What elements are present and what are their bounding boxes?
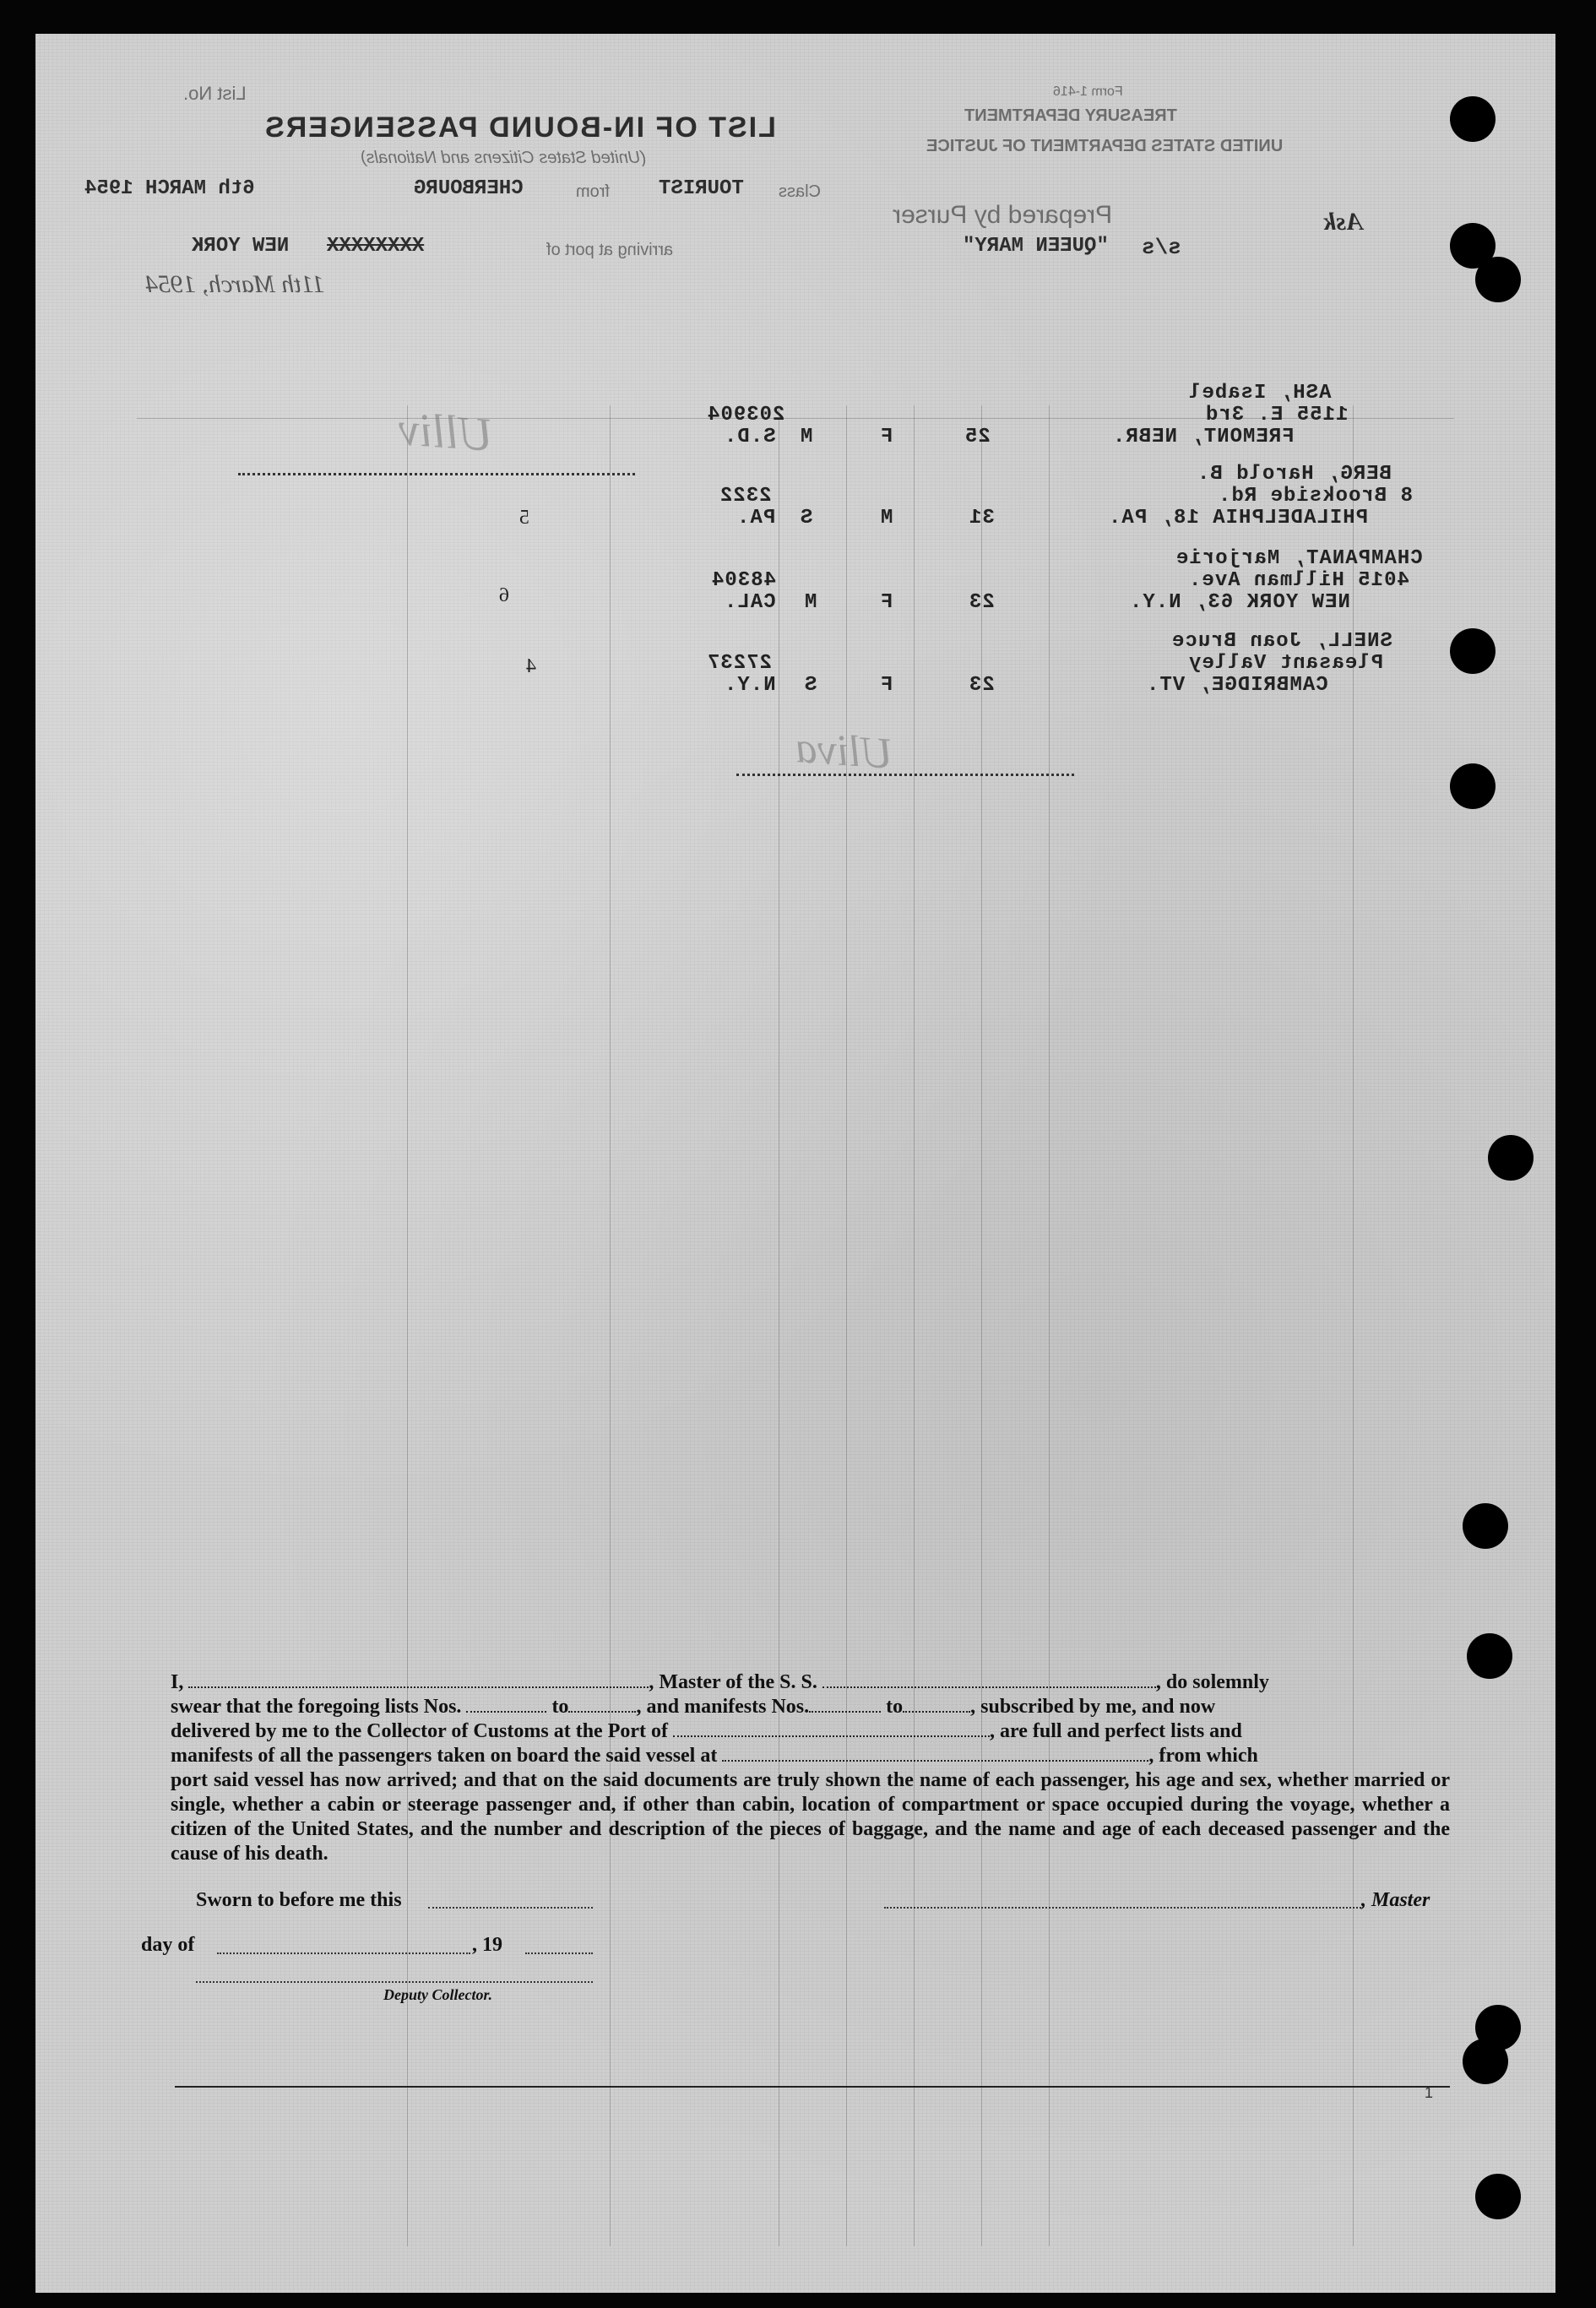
punch-hole [1450,96,1496,142]
oath-text: to [886,1696,904,1718]
oath-text: port said vessel has now arrived; and that on the said documents are truly shown the name of each passenger, his age and sex, whether married or single, whether a cabin or steerage passenger and, if other than cabin, location of compartment or space occupied during the voyage, whether a citizen of the United States, and the number and description of the pieces of baggage, and the name and age of each deceased passenger and the cause of his death. [171,1769,1450,1865]
master-signature-blank [884,1907,1361,1909]
crossed-port: XXXXXXXX [327,235,425,258]
day-label: day of [141,1934,195,1956]
from-label: from [576,182,610,201]
row-number: 5 [518,507,529,529]
deputy-label: Deputy Collector. [383,1986,492,2003]
punch-hole [1467,1633,1512,1679]
row-number: 6 [498,584,509,606]
manifest-to-blank [903,1696,970,1713]
oath-text: swear that the foregoing lists Nos. [171,1696,462,1718]
sworn-label: Sworn to before me this [196,1889,402,1911]
passenger-sex: F [880,591,893,614]
embark-port-blank [722,1745,1148,1762]
passenger-address: 4015 Hillman Ave. [1188,569,1409,592]
punch-hole [1450,628,1496,674]
master-name-blank [188,1671,649,1688]
manifest-sheet [35,34,1555,2293]
punch-hole [1475,257,1521,302]
passenger-age: 23 [969,674,995,697]
passenger-marital: S [804,674,817,697]
column-rule [1049,405,1050,2246]
passenger-age: 31 [969,507,995,529]
bottom-rule [175,2086,1450,2088]
sworn-date-blank [428,1907,593,1909]
passenger-sex: M [880,507,893,529]
passenger-name: BERG, Harold B. [1197,463,1392,486]
port-blank [673,1720,990,1737]
list-no-label: List No. [183,83,247,104]
passenger-name: SNELL, Joan Bruce [1171,630,1392,653]
row-number: 4 [525,655,536,677]
year-label: , 19 [472,1934,502,1956]
punch-hole [1463,1503,1508,1549]
column-rule [1353,405,1354,2246]
passenger-marital: M [800,426,813,448]
column-rule [610,405,611,2246]
year-blank [525,1952,593,1954]
passenger-ref: 2322 [719,485,772,508]
passenger-citizenship: N.Y. [724,674,776,697]
passenger-ref: 27237 [707,652,773,675]
column-rule [846,405,847,2246]
oath-text: , subscribed by me, and now [970,1696,1216,1718]
stamp-ghost: Uliva [794,724,895,779]
vessel-prefix: s/s [1142,235,1181,260]
passenger-name: CHAMPANAT, Marjorie [1175,547,1423,570]
passenger-sex: F [880,674,893,697]
department-bottom: UNITED STATES DEPARTMENT OF JUSTICE [926,137,1284,155]
punch-hole [1450,763,1496,809]
passenger-city: FREMONT, NEBR. [1112,426,1295,448]
passenger-city: NEW YORK 63, N.Y. [1129,591,1350,614]
form-label: Form 1-416 [1053,84,1123,99]
passenger-age: 23 [969,591,995,614]
list-to-blank [568,1696,636,1713]
passenger-marital: S [800,507,813,529]
date-value: 6th MARCH 1954 [84,177,255,200]
passenger-citizenship: CAL. [724,591,776,614]
port-value: NEW YORK [192,235,290,258]
passenger-city: CAMBRIDGE, VT. [1146,674,1328,697]
class-label: Class [779,182,822,201]
stamp-ghost: Ulliv [396,403,496,462]
passenger-age: 25 [964,426,991,448]
deputy-signature-blank [196,1981,593,1983]
handwritten-initial: Ask [1323,208,1363,236]
margin-mark: 1 [1425,2084,1434,2101]
passenger-name: ASH, Isabel [1188,382,1332,405]
list-subtitle: (United States Citizens and Nationals) [361,149,646,167]
prepared-by: Prepared by Purser [893,201,1113,229]
passenger-ref: 203904 [707,404,785,426]
day-blank [217,1952,470,1954]
oath-text: , do solemnly [1155,1671,1269,1693]
dotted-line [238,473,635,475]
passenger-address: 8 Brookside Rd. [1218,485,1414,508]
master-label: , Master [1361,1889,1430,1911]
arrival-date-handwritten: 11th March, 1954 [145,270,325,298]
oath-text: manifests of all the passengers taken on board the said vessel at [171,1745,718,1767]
oath-text: , are full and perfect lists and [989,1720,1242,1742]
department-top: TREASURY DEPARTMENT [964,106,1177,125]
oath-paragraph [171,1670,1450,1866]
passenger-address: Pleasant Valley [1188,652,1384,675]
passenger-marital: M [804,591,817,614]
passenger-ref: 48304 [711,569,777,592]
oath-text: to [551,1696,569,1718]
class-value: TOURIST [659,177,744,200]
passenger-sex: F [880,426,893,448]
arriving-label: arriving at port of [546,241,674,259]
list-from-blank [466,1696,546,1713]
punch-hole [1488,1135,1534,1181]
vessel-blank [822,1671,1156,1688]
passenger-citizenship: S.D. [724,426,776,448]
oath-text: I, [171,1671,184,1693]
from-value: CHERBOURG [414,177,524,200]
column-rule [914,405,915,2246]
punch-hole [1475,2174,1521,2219]
passenger-citizenship: PA. [736,507,776,529]
passenger-address: 1155 E. 3rd [1205,404,1349,426]
dotted-line [736,774,1074,776]
vessel-name: "QUEEN MARY" [963,235,1109,258]
list-title: LIST OF IN-BOUND PASSENGERS [263,111,776,144]
oath-text: delivered by me to the Collector of Customs at the Port of [171,1720,668,1742]
manifest-from-blank [809,1696,881,1713]
oath-text: , and manifests Nos. [636,1696,810,1718]
passenger-city: PHILADELPHIA 18, PA. [1108,507,1369,529]
column-rule [407,405,408,2246]
punch-hole [1463,2039,1508,2084]
oath-text: , Master of the S. S. [649,1671,817,1693]
oath-text: , from which [1148,1745,1258,1767]
